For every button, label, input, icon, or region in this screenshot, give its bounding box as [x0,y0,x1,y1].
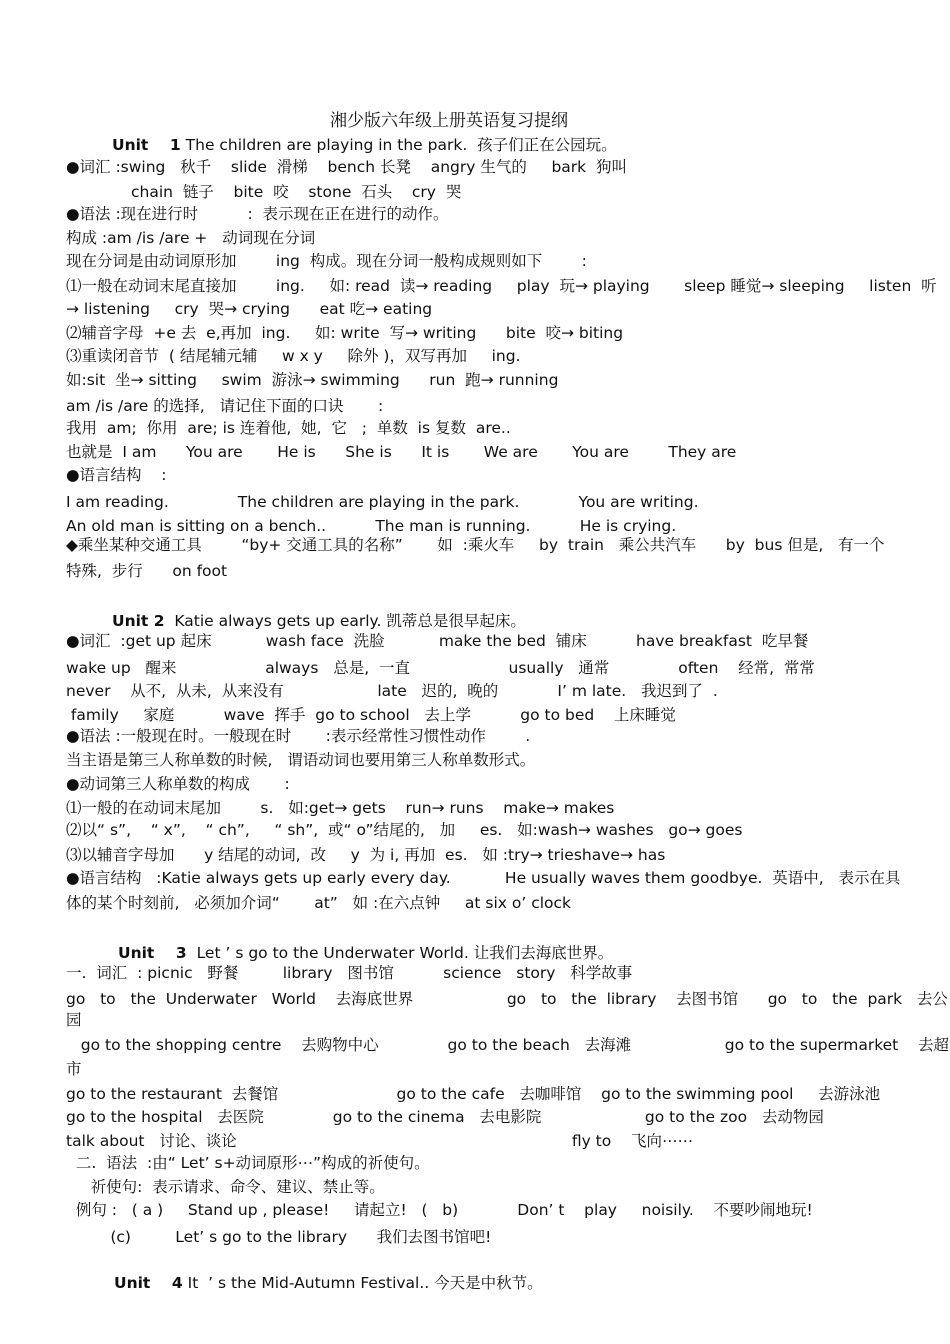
unit-heading: Unit 4 It ’ s the Mid-Autumn Festival.. 今天是中秋节。 [114,1274,543,1292]
text-line: ●语法 :一般现在时。一般现在时 :表示经常性习惯性动作 . [66,727,531,745]
text-line: ⑴一般的在动词末尾加 s. 如:get→ gets run→ runs make→ makes [66,799,615,817]
text-line: 构成 :am /is /are + 动词现在分词 [66,229,316,247]
text-line: 二. 语法 :由“ Let’ s+动词原形⋯”构成的祈使句。 [66,1154,430,1172]
unit-heading: Unit 2 Katie always gets up early. 凯蒂总是很早起床。 [112,612,526,630]
text-line: ●词汇 :swing 秋千 slide 滑梯 bench 长凳 angry 生气的 bark 狗叫 [66,158,627,176]
text-line: ⑵以“ s”, “ x”, “ ch”, “ sh”, 或“ o”结尾的, 加 es. 如:wash→ washes go→ goes [66,821,743,839]
text-line: go to the restaurant 去餐馆 go to the cafe 去咖啡馆 go to the swimming pool 去游泳池 [66,1085,881,1103]
text-line: go to the shopping centre 去购物中心 go to the beach 去海滩 go to the supermarket 去超 [66,1036,949,1054]
text-line: 体的某个时刻前, 必须加介词“ at” 如 :在六点钟 at six o’ clock [66,894,572,912]
text-line: ⑶以辅音字母加 y 结尾的动词, 改 y 为 i, 再加 es. 如 :try→ trieshave→ has [66,846,666,864]
text-line: talk about 讨论、谈论 fly to 飞向⋯⋯ [66,1132,693,1150]
text-line: 当主语是第三人称单数的时候, 谓语动词也要用第三人称单数形式。 [66,751,536,769]
text-line: am /is /are 的选择, 请记住下面的口诀 : [66,397,384,415]
unit-heading: Unit 3 Let ’ s go to the Underwater World. 让我们去海底世界。 [118,944,614,962]
text-line: (c) Let’ s go to the library 我们去图书馆吧! [66,1228,492,1246]
text-line: 我用 am; 你用 are; is 连着他, 她, 它 ; 单数 is 复数 are.. [66,419,511,437]
text-line: ⑶重读闭音节 ( 结尾辅元辅 w x y 除外 )，双写再加 ing. [66,347,521,365]
text-line: An old man is sitting on a bench.. The man is running. He is crying. [66,517,677,535]
text-line: 现在分词是由动词原形加 ing 构成。现在分词一般构成规则如下 : [66,252,587,270]
page-title: 湘少版六年级上册英语复习提纲 [330,111,568,131]
text-line: 特殊, 步行 on foot [66,562,228,580]
text-line: family 家庭 wave 挥手 go to school 去上学 go to bed 上床睡觉 [66,706,676,724]
text-line: 也就是 I am You are He is She is It is We are You are They are [66,443,737,461]
text-line: ●语言结构 :Katie always gets up early every day. He usually waves them goodbye. 英语中, 表示在具 [66,869,901,887]
text-line: go to the hospital 去医院 go to the cinema 去电影院 go to the zoo 去动物园 [66,1108,824,1126]
text-line: ⑴一般在动词末尾直接加 ing. 如: read 读→ reading play 玩→ playing sleep 睡觉→ sleeping listen 听 [66,277,937,295]
text-line: 祈使句: 表示请求、命令、建议、禁止等。 [66,1178,385,1196]
text-line: ●动词第三人称单数的构成 : [66,775,290,793]
text-line: → listening cry 哭→ crying eat 吃→ eating [66,300,433,318]
text-line: ●语法 :现在进行时 : 表示现在正在进行的动作。 [66,205,449,223]
text-line: ⑵辅音字母 +e 去 e,再加 ing. 如: write 写→ writing bite 咬→ biting [66,324,624,342]
text-line: ●语言结构 : [66,466,167,484]
text-line: 市 [66,1060,82,1078]
unit-heading: Unit 1 The children are playing in the park. 孩子们正在公园玩。 [112,136,617,154]
text-line: go to the Underwater World 去海底世界 go to the library 去图书馆 go to the park 去公 [66,990,948,1008]
text-line: ◆乘坐某种交通工具 “by+ 交通工具的名称” 如 :乘火车 by train 乘公共汽车 by bus 但是, 有一个 [66,536,885,554]
text-line: I am reading. The children are playing in the park. You are writing. [66,493,699,511]
text-line: 例句 : ( a ) Stand up , please! 请起立! ( b) Don’ t play noisily. 不要吵闹地玩! [66,1201,813,1219]
text-line: wake up 醒来 always 总是, 一直 usually 通常 often 经常, 常常 [66,659,815,677]
text-line: 一. 词汇 : picnic 野餐 library 图书馆 science story 科学故事 [66,964,633,982]
text-line: 园 [66,1011,82,1029]
text-line: chain 链子 bite 咬 stone 石头 cry 哭 [131,183,462,201]
text-line: never 从不, 从未, 从来没有 late 迟的, 晚的 I’ m late. 我迟到了 . [66,682,718,700]
text-line: 如:sit 坐→ sitting swim 游泳→ swimming run 跑→ running [66,371,559,389]
text-line: ●词汇 :get up 起床 wash face 洗脸 make the bed 铺床 have breakfast 吃早餐 [66,632,809,650]
